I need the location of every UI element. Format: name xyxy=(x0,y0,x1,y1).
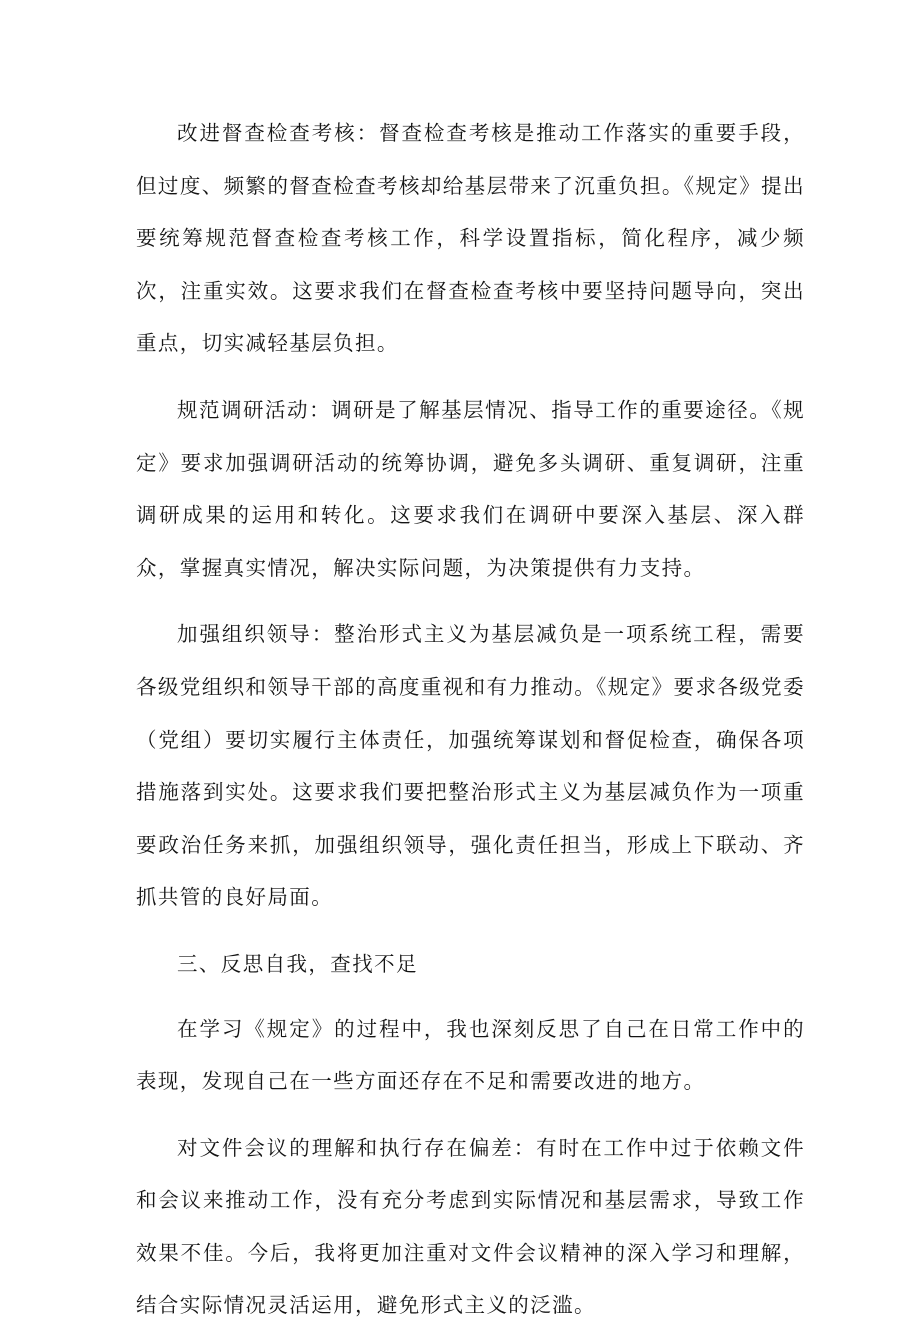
section-heading-self-reflection: 三、反思自我，查找不足 xyxy=(177,951,418,976)
paragraph-document-meeting-deviation: 对文件会议的理解和执行存在偏差：有时在工作中过于依赖文件和会议来推动工作，没有充分考虑到实际情况和基层需求，导致工作效果不佳。今后，我将更加注重对文件会议精神的深入学习和理解，结合实际情况灵活运用，避免形式主义的泛滥。 xyxy=(136,1135,805,1318)
paragraph-improve-inspection: 改进督查检查考核：督查检查考核是推动工作落实的重要手段，但过度、频繁的督查检查考核却给基层带来了沉重负担。《规定》提出要统筹规范督查检查考核工作，科学设置指标，简化程序，减少频次，注重实效。这要求我们在督查检查考核中要坚持问题导向，突出重点，切实减轻基层负担。 xyxy=(136,121,805,356)
paragraph-regulate-research: 规范调研活动：调研是了解基层情况、指导工作的重要途径。《规定》要求加强调研活动的统筹协调，避免多头调研、重复调研，注重调研成果的运用和转化。这要求我们在调研中要深入基层、深入群众，掌握真实情况，解决实际问题，为决策提供有力支持。 xyxy=(136,397,805,580)
paragraph-reflection-intro: 在学习《规定》的过程中，我也深刻反思了自己在日常工作中的表现，发现自己在一些方面还存在不足和需要改进的地方。 xyxy=(136,1016,805,1094)
paragraph-strengthen-leadership: 加强组织领导：整治形式主义为基层减负是一项系统工程，需要各级党组织和领导干部的高度重视和有力推动。《规定》要求各级党委（党组）要切实履行主体责任，加强统筹谋划和督促检查，确保各项措施落到实处。这要求我们要把整治形式主义为基层减负作为一项重要政治任务来抓，加强组织领导，强化责任担当，形成上下联动、齐抓共管的良好局面。 xyxy=(136,622,805,910)
